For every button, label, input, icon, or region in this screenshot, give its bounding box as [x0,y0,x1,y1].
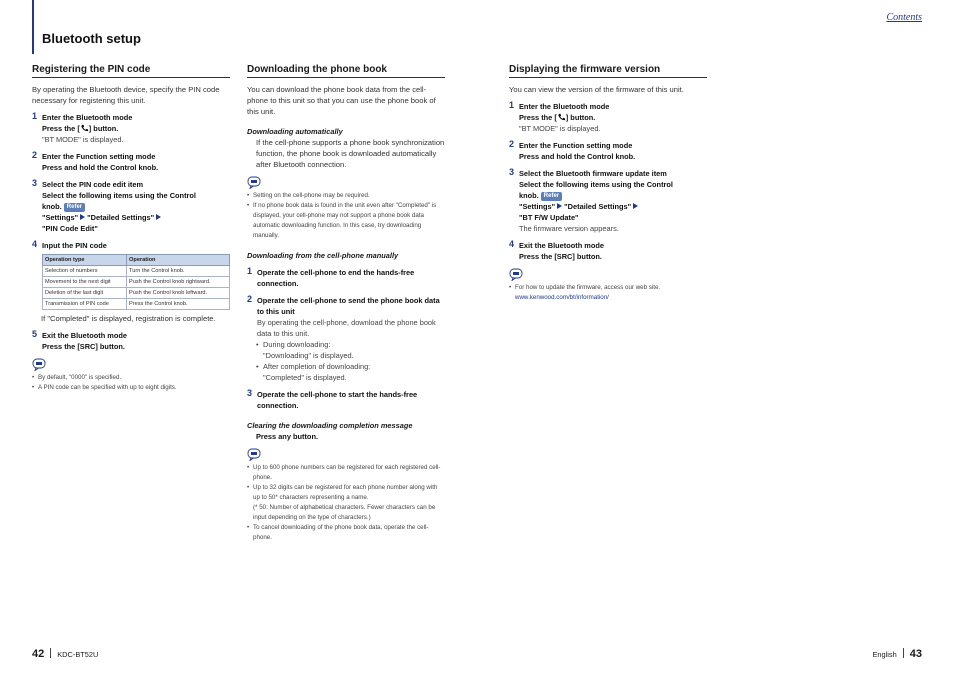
list-item: • Up to 32 digits can be registered for each phone number along with up to 50* characters representing a name. (* 50: Number of alphabetical characters. Fewer characters can be input depending on the type of characters.) [247,483,445,523]
model-name: KDC-BT52U [57,650,99,659]
step-3 [247,389,445,411]
step-title: Operate the cell-phone to send the phone book data to this unit [257,296,440,316]
step-instruction: Press the [ ] button. [42,124,119,133]
step-instruction: Press and hold the Control knob. [42,163,159,172]
step-title: Operate the cell-phone to end the hands-free connection. [257,268,415,288]
table-note: If "Completed" is displayed, registration is complete. [41,314,216,323]
step-5 [32,330,230,352]
list-item: • Up to 600 phone numbers can be registered for each registered cell-phone. [247,463,445,483]
note-icon [509,268,525,281]
step-note: "BT MODE" is displayed. [519,124,601,133]
table-cell: Deletion of the last digit [43,288,127,299]
step-title: Operate the cell-phone to start the hands-free connection. [257,390,418,410]
table-cell: Push the Control knob leftward. [127,288,230,299]
table-row [43,266,230,277]
footer-right [873,648,923,660]
list-item: • For how to update the firmware, access our web site. www.kenwood.com/bt/information/ [509,283,707,303]
list-item: • If no phone book data is found in the unit even after "Completed" is displayed, your cell-phone may not support a phone book data automatic downloading function. In this case, try downloading manually. [247,201,445,241]
step-number: 3 [32,178,38,188]
step-number: 1 [247,266,253,276]
phone-icon [80,124,89,132]
website-link[interactable]: www.kenwood.com/bt/information/ [515,294,609,301]
step-number: 1 [32,111,38,121]
step-title: Enter the Function setting mode [42,152,156,161]
menu-path-end: "PIN Code Edit" [42,224,98,233]
step-title: Exit the Bluetooth mode [42,331,127,340]
step-number: 2 [509,139,515,149]
step-1 [247,267,445,289]
arrow-right-icon [557,203,562,209]
note-icon [247,176,263,189]
intro-text: You can download the phone book data from the cell-phone to this unit so that you can use the phone book of this unit. [247,85,436,116]
notes-list [509,283,707,303]
step-instruction: Press the [SRC] button. [42,342,125,351]
phone-book-section [247,64,445,543]
table-cell: Turn the Control knob. [127,266,230,277]
section-heading: Registering the PIN code [32,64,230,78]
phone-icon [557,113,566,121]
refer-badge[interactable]: Refer [64,203,85,212]
status-list [247,339,445,383]
step-instruction: Press the [SRC] button. [519,252,602,261]
step-2 [247,295,445,339]
step-title: Input the PIN code [42,241,107,250]
section-heading: Displaying the firmware version [509,64,707,78]
step-note: The firmware version appears. [519,224,619,233]
notes-list [247,191,445,241]
step-number: 2 [32,150,38,160]
step-3 [509,168,707,234]
language-label: English [872,650,897,659]
section-heading: Downloading the phone book [247,64,445,78]
menu-path: "Settings" "Detailed Settings" [42,212,230,223]
table-header: Operation type [43,255,127,266]
clear-instruction: Press any button. [256,432,319,441]
step-title: Exit the Bluetooth mode [519,241,604,250]
step-1 [509,101,707,134]
table-cell: Selection of numbers [43,266,127,277]
page-title: Bluetooth setup [42,31,141,46]
step-number: 3 [247,388,253,398]
table-row [43,277,230,288]
pin-code-section [32,64,230,393]
step-instruction-cont: knob. Refer [42,201,230,212]
table-cell: Transmission of PIN code [43,299,127,310]
subheading-auto: Downloading automatically [247,127,343,136]
table-row [43,288,230,299]
step-title: Enter the Bluetooth mode [42,113,133,122]
note-icon [32,358,48,371]
notes-list [247,463,445,543]
step-title: Enter the Function setting mode [519,141,633,150]
subheading-manual: Downloading from the cell-phone manually [247,251,399,260]
list-item: • Setting on the cell-phone may be required. [247,191,445,201]
operation-table [42,254,230,310]
intro-text: By operating the Bluetooth device, specify the PIN code necessary for registering this unit. [32,85,220,105]
divider [903,648,904,658]
contents-link[interactable]: Contents [886,12,922,23]
list-item: • A PIN code can be specified with up to eight digits. [32,383,230,393]
step-2 [32,151,230,173]
refer-badge[interactable]: Refer [541,192,562,201]
step-number: 1 [509,100,515,110]
auto-text: If the cell-phone supports a phone book synchronization function, the phone book is downloaded automatically after Bluetooth connection. [256,138,445,169]
step-number: 5 [32,329,38,339]
menu-path-end: "BT F/W Update" [519,213,579,222]
note-icon [247,448,263,461]
table-cell: Press the Control knob. [127,299,230,310]
step-title: Enter the Bluetooth mode [519,102,610,111]
step-4 [509,240,707,262]
menu-path: "Settings" "Detailed Settings" [519,201,707,212]
page-number: 43 [909,648,922,660]
step-1 [32,112,230,145]
intro-text: You can view the version of the firmware of this unit. [509,85,684,94]
table-cell: Push the Control knob rightward. [127,277,230,288]
step-instruction: Select the following items using the Control [42,191,196,200]
step-3 [32,179,230,234]
arrow-right-icon [156,214,161,220]
step-note: "BT MODE" is displayed. [42,135,124,144]
step-number: 3 [509,167,515,177]
table-header: Operation [127,255,230,266]
list-item: • By default, "0000" is specified. [32,373,230,383]
table-row [43,299,230,310]
step-instruction: Press the [ ] button. [519,113,596,122]
step-number: 2 [247,294,253,304]
firmware-section [509,64,707,303]
arrow-right-icon [633,203,638,209]
subheading-clear: Clearing the downloading completion message [247,421,413,430]
header-rule [32,0,34,54]
step-4 [32,240,230,251]
page-number: 42 [32,648,45,660]
list-item: • To cancel downloading of the phone book data, operate the cell-phone. [247,523,445,543]
list-item: • During downloading: "Downloading" is displayed. [256,339,445,361]
step-instruction: Select the following items using the Control [519,180,673,189]
footer-left [32,648,98,660]
step-title: Select the Bluetooth firmware update item [519,169,667,178]
step-number: 4 [509,239,515,249]
step-text: By operating the cell-phone, download the phone book data to this unit. [257,318,436,338]
step-number: 4 [32,239,38,249]
step-title: Select the PIN code edit item [42,180,144,189]
arrow-right-icon [80,214,85,220]
step-2 [509,140,707,162]
notes-list [32,373,230,393]
table-cell: Movement to the next digit [43,277,127,288]
divider [50,648,51,658]
list-item: • After completion of downloading: "Completed" is displayed. [256,361,445,383]
step-instruction-cont: knob. Refer [519,190,707,201]
step-instruction: Press and hold the Control knob. [519,152,636,161]
